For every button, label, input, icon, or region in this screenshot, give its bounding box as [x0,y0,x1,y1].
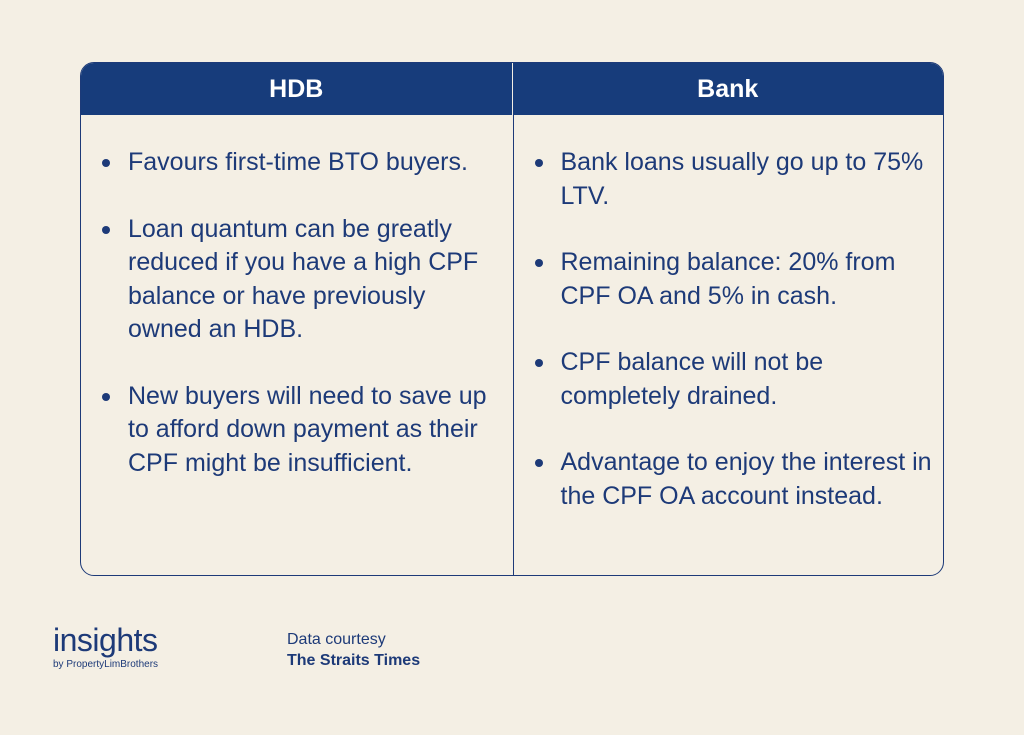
bank-point [534,346,936,413]
bullet-icon [535,159,543,167]
hdb-point-text: New buyers will need to save up to afford down payment as their CPF might be insufficient. [128,381,487,477]
bank-list [534,146,936,513]
table-body [81,115,943,575]
bank-column [514,115,944,575]
bullet-icon [535,459,543,467]
insights-logo [53,624,158,671]
hdb-point-text: Favours first-time BTO buyers. [128,148,468,176]
data-credit [287,630,420,672]
bank-point-text: Advantage to enjoy the interest in the CPF OA account instead. [560,448,932,510]
credit-source: The Straits Times [287,652,421,669]
bullet-icon [102,226,110,234]
credit-label: Data courtesy [287,631,386,648]
hdb-point [101,146,503,180]
bank-point-text: Bank loans usually go up to 75% LTV. [560,148,924,210]
hdb-point [101,213,503,347]
bullet-icon [102,159,110,167]
table-header [81,63,943,115]
bank-point-text: CPF balance will not be completely drained. [560,348,824,410]
bank-point [534,446,936,513]
bank-point [534,246,936,313]
bullet-icon [535,259,543,267]
header-hdb: HDB [81,63,513,115]
comparison-table [80,62,944,576]
bullet-icon [102,393,110,401]
hdb-column [81,115,514,575]
logo-wordmark: insights [53,622,158,658]
hdb-point [101,380,503,481]
hdb-list [101,146,503,480]
bank-point-text: Remaining balance: 20% from CPF OA and 5% in cash. [560,248,896,310]
hdb-point-text: Loan quantum can be greatly reduced if you have a high CPF balance or have previously owned an HDB. [128,214,479,343]
logo-byline: by PropertyLimBrothers [53,659,159,670]
bank-point [534,146,936,213]
header-bank: Bank [697,74,759,103]
bullet-icon [535,359,543,367]
